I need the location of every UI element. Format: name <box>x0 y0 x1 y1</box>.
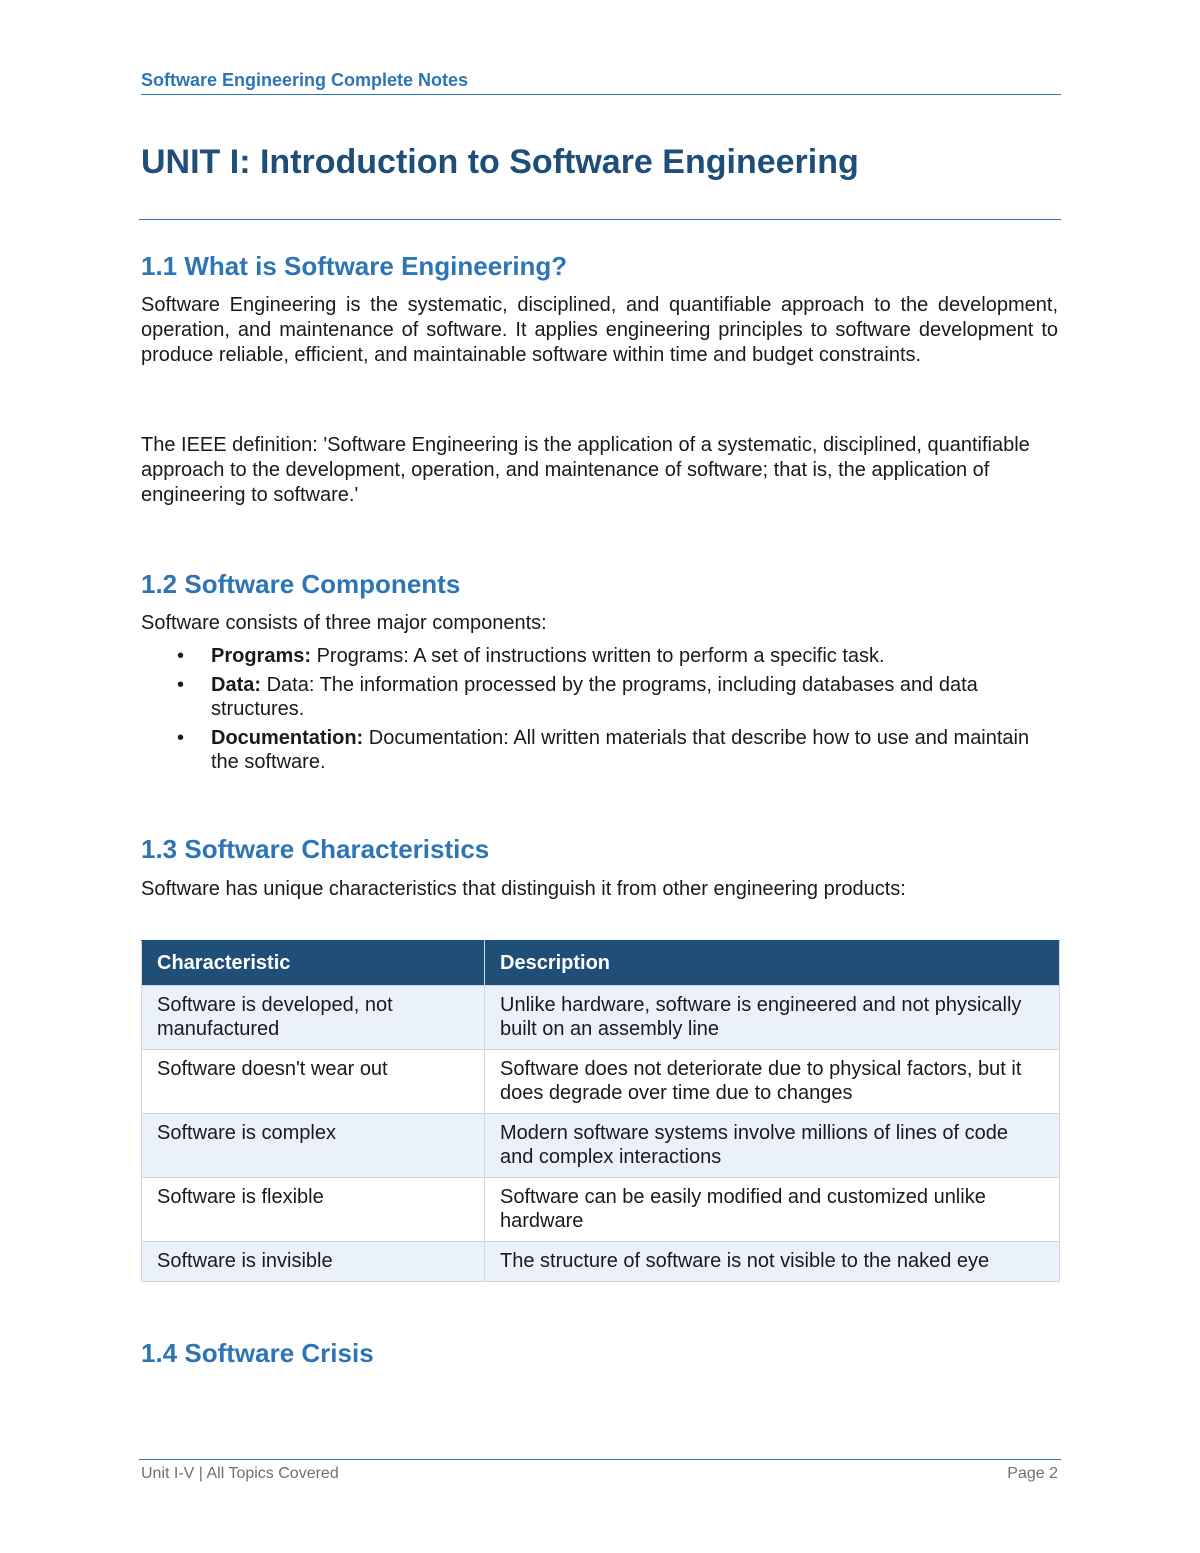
section-1-1-paragraph-2: The IEEE definition: 'Software Engineering is the application of a systematic, disciplined, quantifiable approach to the development, operation, and maintenance of software; that is, the application of engineering to software.' <box>141 434 1030 506</box>
table-cell-description: Software can be easily modified and customized unlike hardware <box>485 1178 1060 1242</box>
bullet-icon: • <box>177 727 185 749</box>
table-cell-characteristic: Software is flexible <box>142 1178 485 1242</box>
table-cell-characteristic: Software doesn't wear out <box>142 1050 485 1114</box>
list-item <box>141 726 1058 774</box>
list-item-term: Data: <box>211 674 262 696</box>
table-cell-characteristic: Software is developed, not manufactured <box>142 986 485 1050</box>
unit-title: UNIT I: Introduction to Software Engineering <box>141 143 859 181</box>
list-item-text: Data: The information processed by the programs, including databases and data structures. <box>211 674 978 720</box>
section-1-1-paragraph-1: Software Engineering is the systematic, disciplined, and quantifiable approach to the development, operation, and maintenance of software. It applies engineering principles to software development to produce reliable, efficient, and maintainable software within time and budget constraints. <box>141 294 1058 366</box>
bullet-icon: • <box>177 645 185 667</box>
table-cell-description: Modern software systems involve millions of lines of code and complex interactions <box>485 1114 1060 1178</box>
table-cell-characteristic: Software is invisible <box>142 1242 485 1282</box>
table-cell-characteristic: Software is complex <box>142 1114 485 1178</box>
header-title: Software Engineering Complete Notes <box>141 70 469 90</box>
section-heading-1-1: 1.1 What is Software Engineering? <box>141 251 568 281</box>
table-cell-description: Software does not deteriorate due to physical factors, but it does degrade over time due to changes <box>485 1050 1060 1114</box>
components-list <box>141 644 1058 779</box>
title-divider <box>139 219 1061 220</box>
table-header-row <box>142 941 1060 986</box>
list-item-text: Programs: A set of instructions written to perform a specific task. <box>316 645 885 667</box>
section-1-2-intro: Software consists of three major components: <box>141 612 547 634</box>
table-row <box>142 1114 1060 1178</box>
table-row <box>142 1050 1060 1114</box>
bullet-icon: • <box>177 674 185 696</box>
table-row <box>142 986 1060 1050</box>
table-row <box>142 1242 1060 1282</box>
section-heading-1-3: 1.3 Software Characteristics <box>141 834 490 864</box>
list-item-term: Documentation: <box>211 727 364 749</box>
column-header-characteristic: Characteristic <box>142 941 485 986</box>
section-1-3-intro: Software has unique characteristics that distinguish it from other engineering products: <box>141 878 906 900</box>
page-number: Page 2 <box>1007 1465 1058 1482</box>
list-item <box>141 644 1058 668</box>
table-cell-description: Unlike hardware, software is engineered and not physically built on an assembly line <box>485 986 1060 1050</box>
characteristics-table <box>141 940 1060 1282</box>
page-header <box>141 69 1061 95</box>
list-item <box>141 673 1058 721</box>
list-item-term: Programs: <box>211 645 312 667</box>
table-cell-description: The structure of software is not visible to the naked eye <box>485 1242 1060 1282</box>
footer-left-text: Unit I-V | All Topics Covered <box>141 1465 339 1482</box>
footer-divider <box>139 1459 1061 1460</box>
section-heading-1-2: 1.2 Software Components <box>141 569 461 599</box>
column-header-description: Description <box>485 941 1060 986</box>
list-item-text: Documentation: All written materials that describe how to use and maintain the software. <box>211 727 1030 773</box>
table-row <box>142 1178 1060 1242</box>
section-heading-1-4: 1.4 Software Crisis <box>141 1338 374 1368</box>
